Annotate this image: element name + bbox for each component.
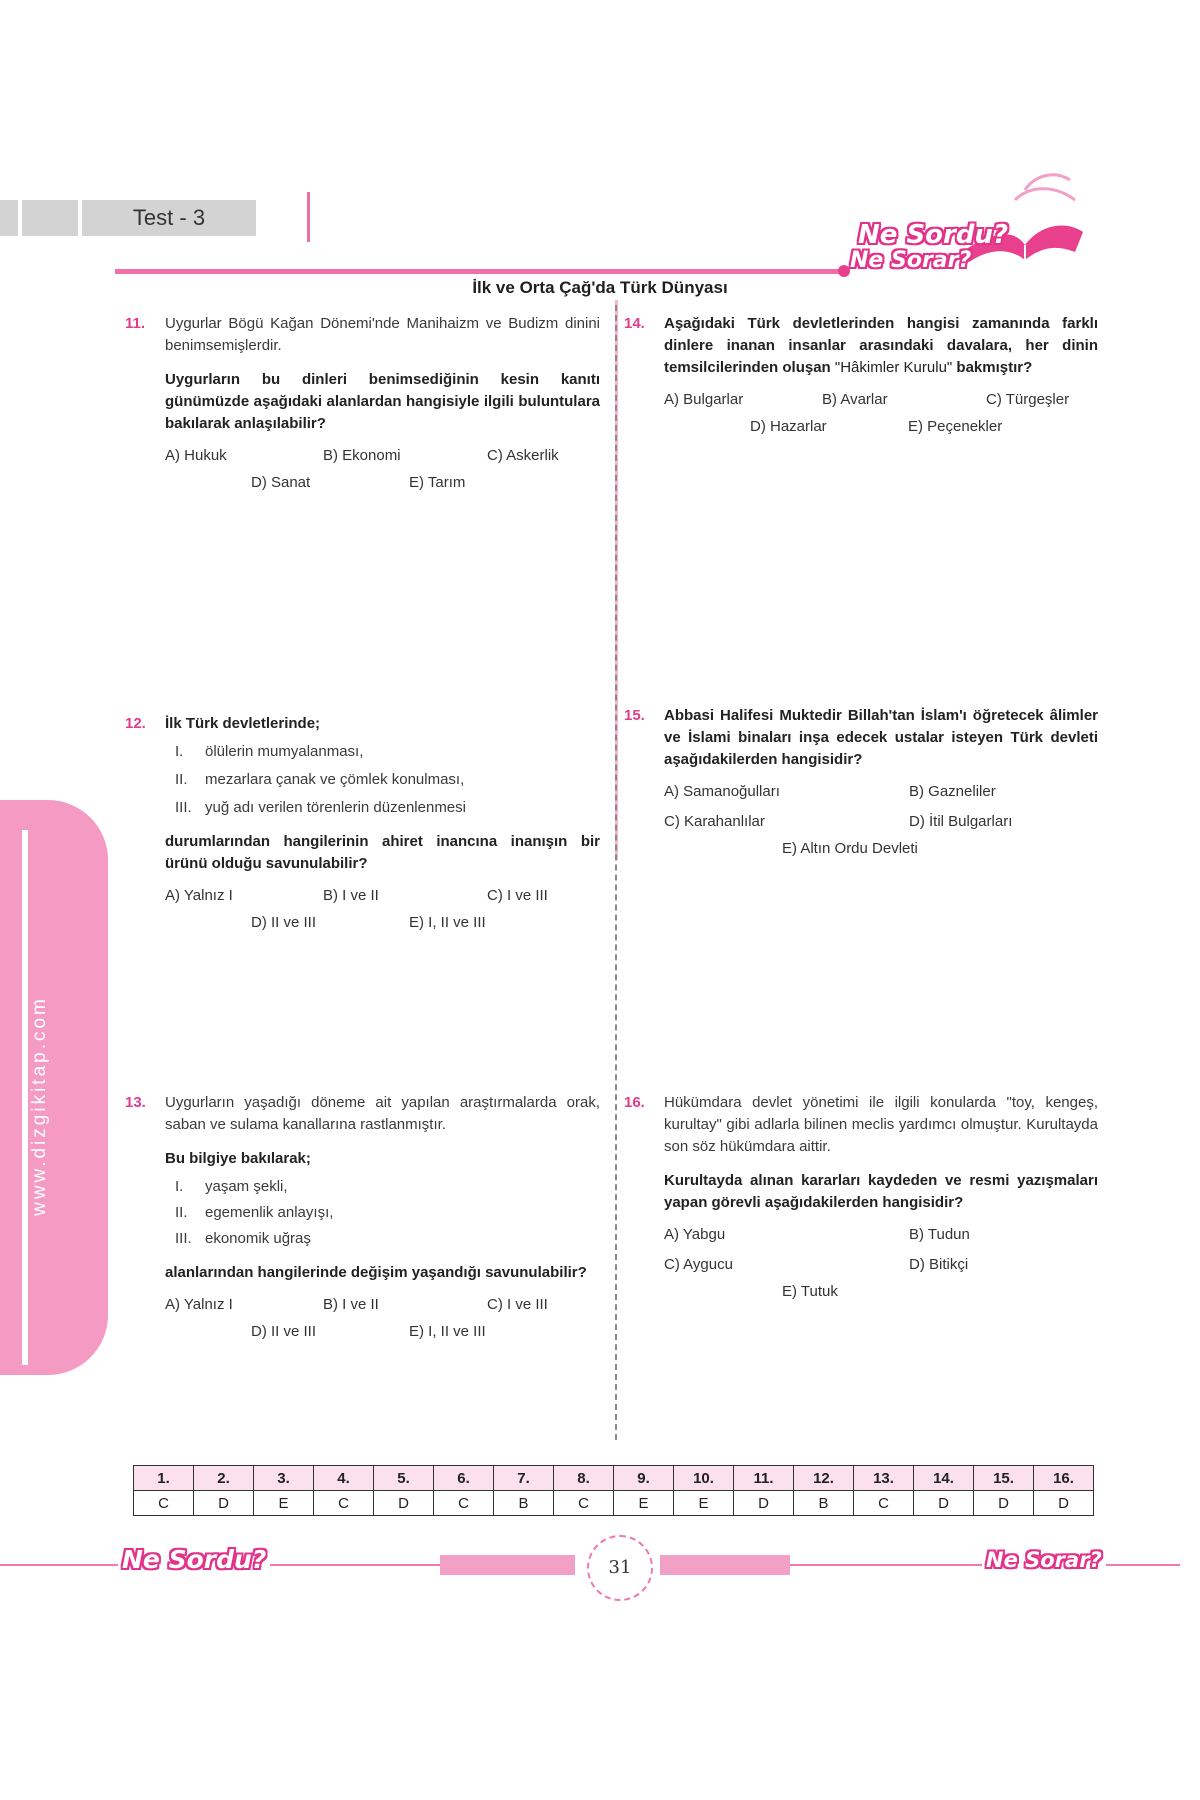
answer-key-number: 9.	[614, 1466, 674, 1491]
question-number: 13.	[125, 1094, 146, 1111]
question-number: 11.	[125, 315, 146, 332]
option-a[interactable]: A) Bulgarlar	[664, 391, 744, 408]
option-b[interactable]: B) I ve II	[323, 1296, 379, 1313]
answer-key-number: 6.	[434, 1466, 494, 1491]
answer-key-answer: C	[314, 1491, 374, 1516]
column-divider	[615, 305, 617, 1440]
option-e[interactable]: E) I, II ve III	[409, 1323, 486, 1340]
question-16	[624, 1092, 1098, 1310]
answer-options	[664, 389, 1098, 443]
question-text: Uygurların bu dinleri benimsediğinin kesin kanıtı günümüzde aşağıdaki alanlardan hangisiyle ilgili buluntulara bakılarak anlaşılabilir?	[165, 371, 600, 432]
question-12	[125, 713, 600, 939]
answer-key-answer: C	[554, 1491, 614, 1516]
answer-key-answer: E	[254, 1491, 314, 1516]
option-d[interactable]: D) II ve III	[251, 1323, 317, 1340]
answer-key-answer: C	[854, 1491, 914, 1516]
answer-options	[165, 885, 600, 939]
roman-numeral: III.	[175, 799, 192, 816]
question-number: 14.	[624, 315, 645, 332]
statement-text: mezarlara çanak ve çömlek konulması,	[205, 771, 465, 788]
answer-key-answer: C	[434, 1491, 494, 1516]
header-rule-dot	[838, 265, 850, 277]
option-d[interactable]: D) Hazarlar	[750, 418, 827, 435]
answer-key-number: 13.	[854, 1466, 914, 1491]
statement-text: ölülerin mumyalanması,	[205, 743, 364, 760]
option-b[interactable]: B) Gazneliler	[909, 783, 996, 800]
option-e[interactable]: E) Altın Ordu Devleti	[782, 840, 918, 857]
option-e[interactable]: E) Tarım	[409, 474, 466, 491]
answer-key-number: 7.	[494, 1466, 554, 1491]
question-number: 12.	[125, 715, 146, 732]
logo	[850, 170, 1100, 280]
answer-key-number: 2.	[194, 1466, 254, 1491]
statement-ii	[165, 1202, 600, 1224]
question-lead: İlk Türk devletlerinde;	[165, 715, 321, 732]
answer-key-answer: D	[374, 1491, 434, 1516]
answer-options	[165, 1294, 600, 1348]
option-e[interactable]: E) Peçenekler	[908, 418, 1003, 435]
option-a[interactable]: A) Yalnız I	[165, 887, 233, 904]
question-15	[624, 705, 1098, 867]
side-band	[0, 800, 108, 1375]
answer-key-number: 14.	[914, 1466, 974, 1491]
section-title: İlk ve Orta Çağ'da Türk Dünyası	[472, 278, 728, 297]
option-a[interactable]: A) Yalnız I	[165, 1296, 233, 1313]
answer-key-number: 3.	[254, 1466, 314, 1491]
footer-logo-right: Ne Sorar?	[982, 1548, 1106, 1572]
statement-text: yaşam şekli,	[205, 1178, 288, 1195]
answer-key-answer: B	[794, 1491, 854, 1516]
question-number: 16.	[624, 1094, 645, 1111]
question-11	[125, 313, 600, 499]
answer-options	[165, 445, 600, 499]
header-grey-block-2	[22, 200, 78, 236]
answer-key-answer: B	[494, 1491, 554, 1516]
logo-line-2: Ne Sorar?	[850, 248, 972, 273]
question-stem: Uygurlar Bögü Kağan Dönemi'nde Manihaizm ve Budizm dinini benimsemişlerdir.	[165, 315, 600, 354]
option-d[interactable]: D) Sanat	[251, 474, 311, 491]
option-a[interactable]: A) Samanoğulları	[664, 783, 780, 800]
option-e[interactable]: E) Tutuk	[782, 1283, 838, 1300]
answer-key-numbers-row	[134, 1466, 1094, 1491]
answer-key-number: 10.	[674, 1466, 734, 1491]
question-text: Kurultayda alınan kararları kaydeden ve resmi yazışmaları yapan görevli aşağıdakilerden hangisidir?	[664, 1172, 1098, 1211]
side-band-stripe	[22, 830, 28, 1365]
option-b[interactable]: B) Tudun	[909, 1226, 970, 1243]
answer-key-answer: C	[134, 1491, 194, 1516]
answer-key-answer: D	[1034, 1491, 1094, 1516]
option-b[interactable]: B) I ve II	[323, 887, 379, 904]
question-text: Abbasi Halifesi Muktedir Billah'tan İslam'ı öğretecek âlimler ve İslami binaları inşa edecek ustalar isteyen Türk devleti aşağıdakilerden hangisidir?	[664, 707, 1098, 768]
option-c[interactable]: C) Aygucu	[664, 1256, 733, 1273]
header-rule	[115, 269, 840, 274]
answer-key-answer: E	[614, 1491, 674, 1516]
answer-options	[664, 1224, 1098, 1310]
question-stem: Hükümdara devlet yönetimi ile ilgili konularda "toy, kengeş, kurultay" gibi adlarla bilinen meclis yardımcı olmuştur. Kurultayda son söz hükümdara aittir.	[664, 1094, 1098, 1155]
statement-iii	[165, 1228, 600, 1250]
answer-key-number: 11.	[734, 1466, 794, 1491]
answer-key-number: 4.	[314, 1466, 374, 1491]
answer-key-answers-row	[134, 1491, 1094, 1516]
header-tick-divider	[307, 192, 310, 242]
side-url: www.dizgikitap.com	[29, 996, 50, 1216]
statement-text: egemenlik anlayışı,	[205, 1204, 334, 1221]
roman-numeral: II.	[175, 771, 188, 788]
answer-options	[664, 781, 1098, 867]
footer-block-right	[660, 1555, 790, 1575]
question-14	[624, 313, 1098, 443]
question-text: alanlarından hangilerinde değişim yaşandığı savunulabilir?	[165, 1264, 587, 1281]
question-text	[664, 313, 1098, 379]
option-d[interactable]: D) İtil Bulgarları	[909, 813, 1013, 830]
answer-key-answer: D	[194, 1491, 254, 1516]
answer-key-answer: D	[734, 1491, 794, 1516]
option-b[interactable]: B) Avarlar	[822, 391, 888, 408]
option-e[interactable]: E) I, II ve III	[409, 914, 486, 931]
statement-text: ekonomik uğraş	[205, 1230, 311, 1247]
option-c[interactable]: C) Türgeşler	[986, 391, 1070, 408]
option-a[interactable]: A) Yabgu	[664, 1226, 726, 1243]
roman-numeral: II.	[175, 1204, 188, 1221]
question-lead: Bu bilgiye bakılarak;	[165, 1150, 311, 1167]
question-13	[125, 1092, 600, 1348]
statement-text: yuğ adı verilen törenlerin düzenlenmesi	[205, 799, 466, 816]
question-text-end: bakmıştır?	[956, 359, 1033, 376]
option-c[interactable]: C) Askerlik	[487, 447, 559, 464]
header-grey-block-1	[0, 200, 18, 236]
option-d[interactable]: D) Bitikçi	[909, 1256, 969, 1273]
answer-key-answer: D	[914, 1491, 974, 1516]
statement-ii	[165, 769, 600, 791]
answer-key-number: 1.	[134, 1466, 194, 1491]
answer-key-table	[133, 1465, 1094, 1516]
answer-key-number: 8.	[554, 1466, 614, 1491]
answer-key-number: 15.	[974, 1466, 1034, 1491]
logo-line-1: Ne Sordu?	[858, 220, 1009, 250]
roman-numeral: III.	[175, 1230, 192, 1247]
statement-iii	[165, 797, 600, 819]
footer-block-left	[440, 1555, 575, 1575]
statement-i	[165, 741, 600, 763]
roman-numeral: I.	[175, 743, 184, 760]
option-c[interactable]: C) I ve III	[487, 1296, 548, 1313]
answer-key-number: 12.	[794, 1466, 854, 1491]
question-text-main: Aşağıdaki Türk devletlerinden hangisi zamanında farklı dinlere inanan insanlar arasındaki davalara, her dinin temsilcilerinden oluşan	[664, 315, 1098, 376]
option-a[interactable]: A) Hukuk	[165, 447, 227, 464]
answer-key-answer: E	[674, 1491, 734, 1516]
footer-logo-left: Ne Sordu?	[118, 1545, 270, 1574]
option-c[interactable]: C) I ve III	[487, 887, 548, 904]
answer-key-number: 16.	[1034, 1466, 1094, 1491]
question-number: 15.	[624, 707, 645, 724]
question-text: durumlarından hangilerinin ahiret inancına inanışın bir ürünü olduğu savunulabilir?	[165, 833, 600, 872]
page-number: 31	[587, 1535, 653, 1601]
test-label: Test - 3	[82, 200, 256, 236]
option-b[interactable]: B) Ekonomi	[323, 447, 401, 464]
answer-key-answer: D	[974, 1491, 1034, 1516]
statement-i	[165, 1176, 600, 1198]
roman-numeral: I.	[175, 1178, 184, 1195]
answer-key-number: 5.	[374, 1466, 434, 1491]
question-stem: Uygurların yaşadığı döneme ait yapılan araştırmalarda orak, saban ve sulama kanallarına rastlanmıştır.	[165, 1094, 600, 1133]
question-quoted-term: "Hâkimler Kurulu"	[834, 359, 953, 376]
option-c[interactable]: C) Karahanlılar	[664, 813, 765, 830]
option-d[interactable]: D) II ve III	[251, 914, 317, 931]
